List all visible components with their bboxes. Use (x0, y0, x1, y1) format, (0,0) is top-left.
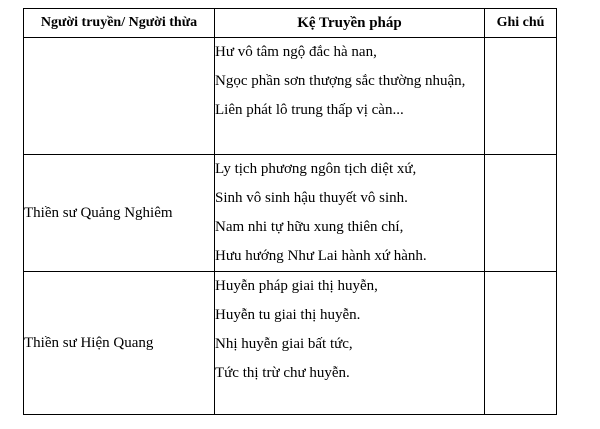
dharma-transmission-table (23, 8, 557, 415)
verse-cell (215, 272, 485, 415)
verse-cell (215, 38, 485, 155)
verse-line: Nhị huyễn giai bất tức, (215, 336, 353, 352)
verse-line: Ly tịch phương ngôn tịch diệt xứ, (215, 161, 417, 177)
table-row (24, 272, 557, 415)
person-cell: Thiền sư Quảng Nghiêm (24, 155, 215, 272)
verse-line: Ngọc phần sơn thượng sắc thường nhuận, (215, 73, 466, 89)
header-person: Người truyền/ Người thừa (24, 9, 215, 38)
verse-line: Huyễn pháp giai thị huyễn, (215, 278, 378, 294)
table-header-row (24, 9, 557, 38)
verse-line: Liên phát lô trung thấp vị càn... (215, 102, 404, 118)
verse-line: Hưu hướng Như Lai hành xứ hành. (215, 248, 427, 264)
verse-line: Tức thị trừ chư huyễn. (215, 365, 350, 381)
person-cell: Thiền sư Hiện Quang (24, 272, 215, 415)
verse-cell (215, 155, 485, 272)
header-note: Ghi chú (485, 9, 557, 38)
verse-line: Hư vô tâm ngộ đắc hà nan, (215, 44, 377, 60)
verse-line: Sinh vô sinh hậu thuyết vô sinh. (215, 190, 408, 206)
note-cell (485, 38, 557, 155)
table-row (24, 155, 557, 272)
note-cell (485, 155, 557, 272)
header-verse: Kệ Truyền pháp (215, 9, 485, 38)
table-row (24, 38, 557, 155)
verse-line: Nam nhi tự hữu xung thiên chí, (215, 219, 404, 235)
note-cell (485, 272, 557, 415)
person-cell (24, 38, 215, 155)
verse-line: Huyễn tu giai thị huyễn. (215, 307, 361, 323)
